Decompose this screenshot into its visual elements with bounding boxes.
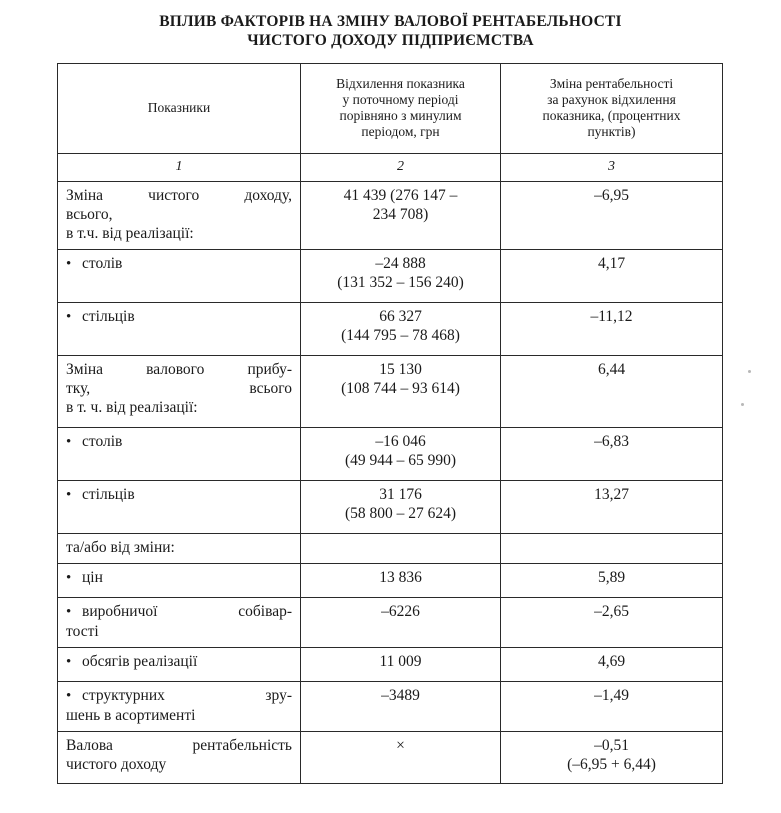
deviation-cell <box>301 356 501 428</box>
change-cell <box>501 303 723 356</box>
header-change-line: Зміна рентабельності <box>549 75 674 91</box>
deviation-cell <box>301 428 501 481</box>
change-cell <box>501 428 723 481</box>
change-value: 6,44 <box>597 361 626 378</box>
change-value: –1,49 <box>594 687 629 704</box>
header-row <box>58 64 723 154</box>
column-number: 2 <box>301 154 501 182</box>
indicator-cell <box>58 534 301 564</box>
indicator-text: • структурних зру- <box>66 686 292 706</box>
table-row <box>58 732 723 784</box>
column-number: 1 <box>58 154 301 182</box>
indicator-text: • стільців <box>66 485 292 505</box>
table-title <box>0 12 781 50</box>
deviation-value: 11 009 <box>379 653 422 670</box>
indicator-cell <box>58 356 301 428</box>
table-row <box>58 303 723 356</box>
deviation-cell <box>301 250 501 303</box>
table-row <box>58 534 723 564</box>
table-row <box>58 356 723 428</box>
column-number-row <box>58 154 723 182</box>
change-cell <box>501 564 723 598</box>
indicator-cell <box>58 250 301 303</box>
table-row <box>58 564 723 598</box>
deviation-value: 31 176 <box>379 486 422 503</box>
indicator-cell <box>58 428 301 481</box>
header-deviation-line: періодом, грн <box>361 123 440 139</box>
table-row <box>58 250 723 303</box>
change-value: –6,83 <box>594 433 629 450</box>
deviation-value: (58 800 – 27 624) <box>344 505 457 522</box>
change-cell <box>501 250 723 303</box>
indicator-text: тку, всього <box>66 380 292 397</box>
table-row <box>58 428 723 481</box>
indicator-text: • стільців <box>66 307 292 327</box>
indicator-text: чистого доходу <box>66 756 167 773</box>
header-indicators-text: Показники <box>147 99 211 115</box>
column-number: 3 <box>501 154 723 182</box>
indicator-text: • обсягів реалізації <box>66 652 292 672</box>
indicator-cell <box>58 481 301 534</box>
table-row <box>58 648 723 682</box>
change-cell <box>501 356 723 428</box>
table-row <box>58 182 723 250</box>
change-value: –11,12 <box>590 308 633 325</box>
indicator-text: • цін <box>66 568 292 588</box>
indicator-text: в т.ч. від реалізації: <box>66 225 194 242</box>
header-change-line: за рахунок відхилення <box>547 91 676 107</box>
change-value: –2,65 <box>594 603 629 620</box>
deviation-value: –24 888 <box>375 255 426 272</box>
deviation-cell <box>301 303 501 356</box>
table-row <box>58 598 723 648</box>
change-cell <box>501 732 723 784</box>
deviation-value: –6226 <box>381 603 420 620</box>
deviation-cell <box>301 682 501 732</box>
deviation-value: 15 130 <box>379 361 422 378</box>
deviation-value: 66 327 <box>379 308 422 325</box>
indicator-cell <box>58 598 301 648</box>
indicator-text: Валова рентабельність <box>66 737 292 754</box>
change-cell <box>501 682 723 732</box>
change-value: (–6,95 + 6,44) <box>567 756 656 773</box>
deviation-cell <box>301 534 501 564</box>
change-cell <box>501 481 723 534</box>
change-cell <box>501 598 723 648</box>
indicator-text: всього, <box>66 206 113 223</box>
table-row <box>58 682 723 732</box>
indicator-text: та/або від зміни: <box>66 539 175 556</box>
change-cell <box>501 534 723 564</box>
deviation-value: (108 744 – 93 614) <box>341 380 460 397</box>
header-change-line: пунктів) <box>587 123 636 139</box>
title-line-1: ВПЛИВ ФАКТОРІВ НА ЗМІНУ ВАЛОВОЇ РЕНТАБЕЛЬНОСТІ <box>159 13 622 30</box>
header-change-line: показника, (процентних <box>542 107 681 123</box>
indicator-cell <box>58 182 301 250</box>
indicator-text: тості <box>66 623 99 640</box>
deviation-value: (131 352 – 156 240) <box>337 274 464 291</box>
indicator-cell <box>58 303 301 356</box>
indicator-text: • столів <box>66 432 292 452</box>
change-value: 13,27 <box>594 486 629 503</box>
indicator-cell <box>58 732 301 784</box>
indicator-text: Зміна валового прибу- <box>66 361 292 378</box>
header-change <box>501 64 723 154</box>
indicator-text: • виробничої собівар- <box>66 602 292 622</box>
deviation-value: (49 944 – 65 990) <box>344 452 457 469</box>
change-cell <box>501 648 723 682</box>
deviation-value: × <box>396 737 405 754</box>
change-value: –6,95 <box>594 187 629 204</box>
deviation-value: 234 708) <box>372 206 429 223</box>
deviation-cell <box>301 182 501 250</box>
indicator-text: шень в асортименті <box>66 707 196 724</box>
deviation-cell <box>301 564 501 598</box>
indicator-text: Зміна чистого доходу, <box>66 187 292 204</box>
deviation-value: –16 046 <box>375 433 426 450</box>
header-deviation-line: Відхилення показника <box>336 75 465 91</box>
deviation-cell <box>301 648 501 682</box>
table-row <box>58 481 723 534</box>
deviation-value: (144 795 – 78 468) <box>341 327 460 344</box>
deviation-value: 13 836 <box>379 569 422 586</box>
indicator-text: в т. ч. від реалізації: <box>66 399 198 416</box>
deviation-cell <box>301 598 501 648</box>
header-deviation-line: у поточному періоді <box>342 91 459 107</box>
change-value: 4,17 <box>597 255 626 272</box>
indicator-cell <box>58 682 301 732</box>
change-value: 4,69 <box>597 653 626 670</box>
deviation-cell <box>301 732 501 784</box>
deviation-value: 41 439 (276 147 – <box>343 187 458 204</box>
scan-speck <box>748 370 751 373</box>
change-value: 5,89 <box>597 569 626 586</box>
header-deviation-line: порівняно з минулим <box>339 107 462 123</box>
indicator-text: • столів <box>66 254 292 274</box>
change-cell <box>501 182 723 250</box>
header-indicators <box>58 64 301 154</box>
header-deviation <box>301 64 501 154</box>
title-line-2: ЧИСТОГО ДОХОДУ ПІДПРИЄМСТВА <box>247 32 534 49</box>
indicator-cell <box>58 648 301 682</box>
deviation-cell <box>301 481 501 534</box>
factor-table <box>57 63 723 784</box>
change-value: –0,51 <box>594 737 629 754</box>
deviation-value: –3489 <box>381 687 420 704</box>
scan-speck <box>741 403 744 406</box>
indicator-cell <box>58 564 301 598</box>
table-body <box>58 182 723 784</box>
